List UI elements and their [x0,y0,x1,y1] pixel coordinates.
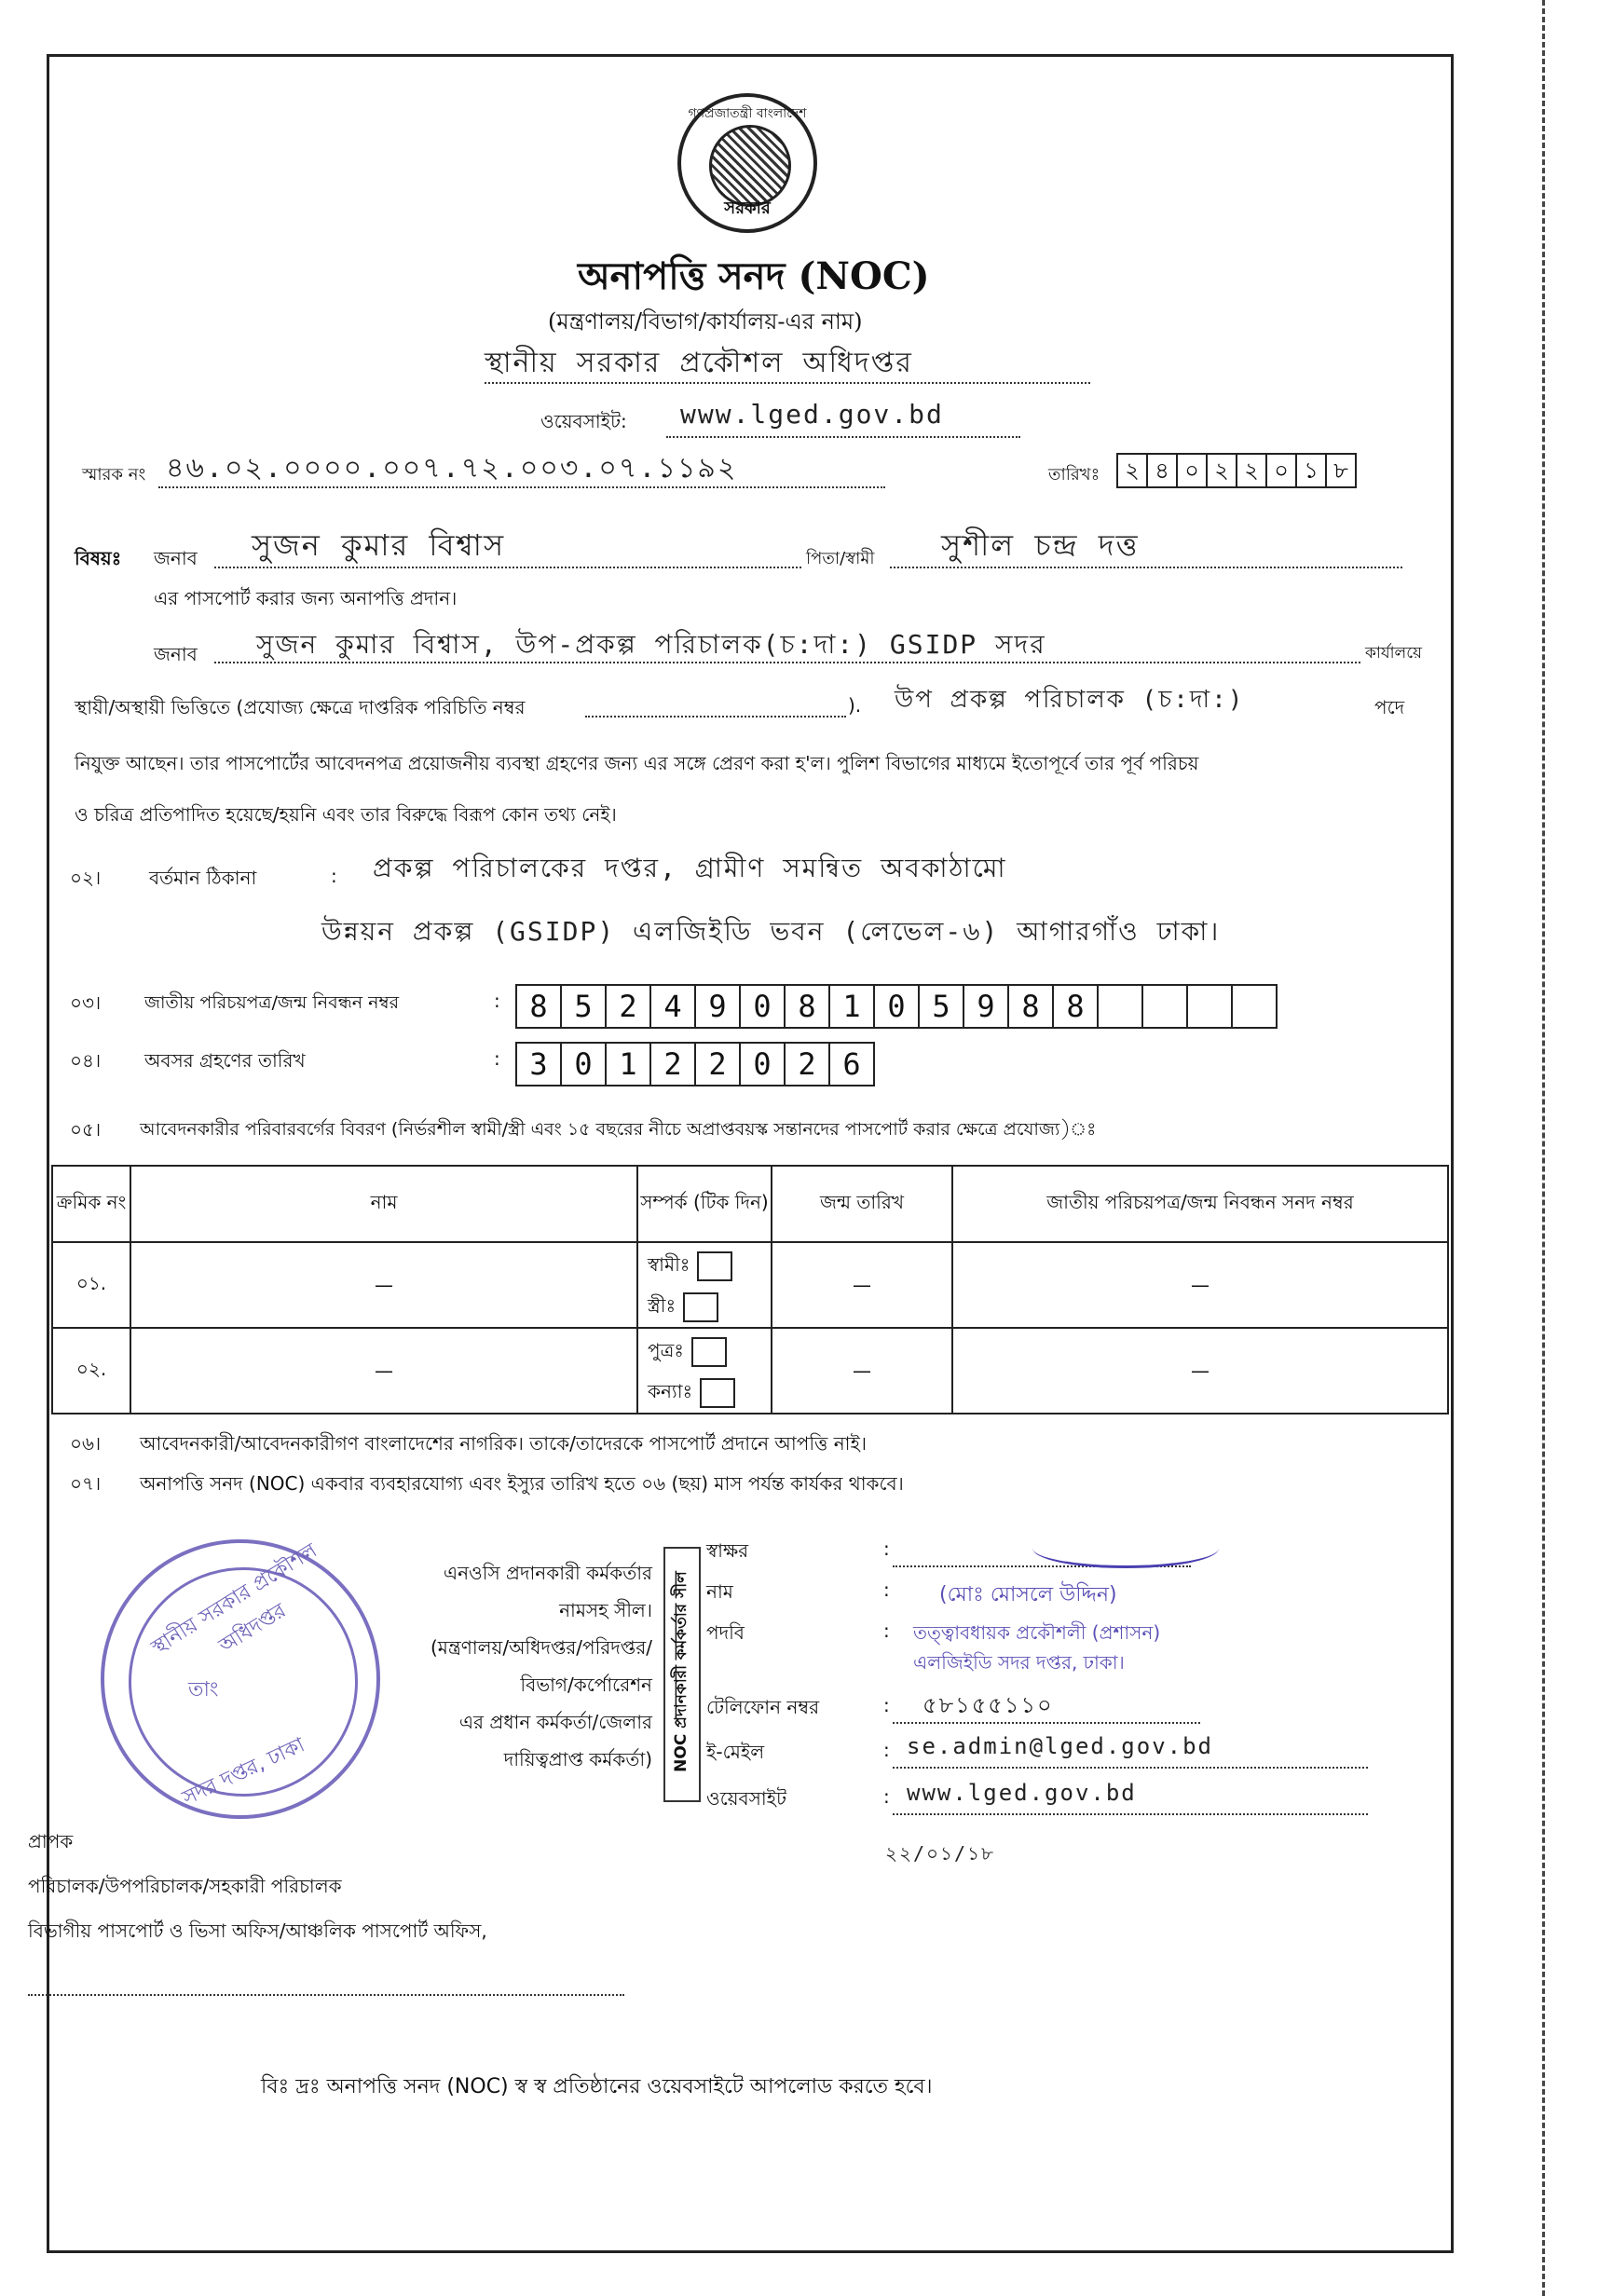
nid-digit-box [1141,984,1188,1029]
retirement-digit-box: 6 [828,1042,875,1086]
item-02-number: ০২। [70,867,102,889]
header-relation: সম্পর্ক (টিক দিন) [637,1166,772,1242]
mr-label-2: জনাব [154,643,198,665]
retirement-digit-box: 2 [784,1042,830,1086]
seal-arc-text: গণপ্রজাতন্ত্রী বাংলাদেশ [688,106,807,121]
stamp-bottom-text: সদর দপ্তর, ঢাকা [179,1733,308,1811]
row-dob: — [772,1328,952,1414]
website-field-label: ওয়েবসাইট [706,1787,786,1810]
address-line-1: প্রকল্প পরিচালকের দপ্তর, গ্রামীণ সমন্বিত অবকাঠামো [373,853,1007,883]
nid-digit-box [1186,984,1233,1029]
seal-label: সরকার [724,198,771,218]
issuer-line: এর প্রধান কর্মকর্তা/জেলার [458,1711,652,1733]
item-03-number: ০৩। [70,991,102,1014]
applicant-name: সুজন কুমার বিশ্বাস [252,527,506,563]
nid-digit-box: 4 [649,984,696,1029]
date-label: তারিখঃ [1048,465,1100,485]
telephone-value: ৫৮১৫৫১১০ [922,1692,1054,1718]
nid-digit-box: 8 [784,984,830,1029]
relation-husband-label: স্বামীঃ [648,1253,690,1276]
nid-digit-box: 5 [560,984,607,1029]
nid-digit-box: 1 [828,984,875,1029]
official-id-line [585,716,846,718]
colon: : [494,1047,500,1070]
daughter-checkbox[interactable] [700,1378,735,1408]
signature-label: স্বাক্ষর [706,1539,749,1562]
recipient-line-2: বিভাগীয় পাসপোর্ট ও ভিসা অফিস/আঞ্চলিক পাসপোর্ট অফিস, [28,1920,487,1942]
husband-checkbox[interactable] [697,1251,732,1281]
memo-line [158,486,885,488]
relation-son-label: পুত্রঃ [648,1339,684,1361]
website-row [706,1780,1480,1830]
name-label: নাম [706,1580,733,1603]
noc-officer-vertical-stamp [663,1547,701,1802]
recipient-line-3 [28,1994,624,1996]
government-seal [677,93,817,233]
office-round-stamp [101,1539,380,1819]
issuer-line: (মন্ত্রণালয়/অধিদপ্তর/পরিদপ্তর/ [430,1636,652,1659]
header-serial: ক্রমিক নং [52,1166,130,1242]
date-digit-box: ৪ [1146,453,1178,488]
nid-digit-box: 0 [739,984,786,1029]
telephone-line [893,1722,1200,1724]
page-edge [1542,0,1545,2296]
row-dob: — [772,1242,952,1328]
date-boxes [1118,453,1357,488]
permanent-text: স্থায়ী/অস্থায়ী ভিত্তিতে (প্রযোজ্য ক্ষেত্রে দাপ্তরিক পরিচিতি নম্বর [75,696,526,718]
memo-number: ৪৬.০২.০০০০.০০৭.৭২.০০৩.০৭.১১৯২ [166,452,738,485]
nid-digit-box: 9 [963,984,1009,1029]
header-name: নাম [130,1166,637,1242]
address-line-2: উন্নয়ন প্রকল্প (GSIDP) এলজিইডি ভবন (লেভেল-৬) আগারগাঁও ঢাকা। [321,916,1221,947]
telephone-label: টেলিফোন নম্বর [706,1696,820,1718]
date-digit-box: ৮ [1325,453,1357,488]
item-06-number: ০৬। [70,1432,102,1455]
office-name-line [485,382,1090,384]
colon: : [883,1739,890,1761]
designation-row [706,1620,1480,1649]
row-relation [637,1328,772,1414]
nid-digit-box: 5 [918,984,964,1029]
email-line [893,1767,1368,1769]
stamp-date-text: তাং [188,1678,219,1702]
initial-date-note: ২২/০১/১৮ [885,1842,996,1865]
item-04-number: ০৪। [70,1049,102,1072]
post-value: উপ প্রকল্প পরিচালক (চ:দা:) [895,686,1245,714]
colon: : [494,990,500,1012]
table-row [52,1242,1448,1328]
date-digit-box: ২ [1206,453,1237,488]
colon: : [883,1538,890,1560]
colon: : [883,1785,890,1808]
vertical-stamp-text: NOC প্রদানকারী কর্মকর্তার সীল [672,1571,690,1772]
nid-digit-box [1097,984,1143,1029]
nid-digit-box: 9 [694,984,741,1029]
item-05-number: ০৫। [70,1118,102,1141]
table-row [52,1328,1448,1414]
handwritten-signature [1032,1528,1219,1568]
website-line [666,436,1020,438]
designation-label: পদবি [706,1621,745,1644]
issuer-block [373,1554,652,1778]
mr-label: জনাব [154,547,198,569]
email-label: ই-মেইল [706,1741,765,1763]
header-nid: জাতীয় পরিচয়পত্র/জন্ম নিবন্ধন সনদ নম্বর [952,1166,1448,1242]
date-digit-box: ০ [1176,453,1208,488]
row-name: — [130,1242,637,1328]
nid-digit-box: 8 [515,984,562,1029]
colon: : [883,1578,890,1601]
nid-boxes [517,984,1278,1029]
office-row [706,1649,1480,1694]
website-field-value: www.lged.gov.bd [907,1780,1137,1806]
nid-digit-box: 8 [1007,984,1054,1029]
retirement-digit-box: 0 [560,1042,607,1086]
issuer-line: বিভাগ/কর্পোরেশন [520,1674,652,1696]
date-digit-box: ১ [1295,453,1327,488]
table-header-row [52,1166,1448,1242]
office-suffix: কার্যালয়ে [1365,644,1423,663]
colon: : [883,1694,890,1716]
item-07-text: অনাপত্তি সনদ (NOC) একবার ব্যবহারযোগ্য এবং ইস্যুর তারিখ হতে ০৬ (ছয়) মাস পর্যন্ত কার্যকর থাকবে। [140,1472,904,1495]
relation-daughter-label: কন্যাঃ [648,1380,693,1402]
para-line-3: নিযুক্ত আছেন। তার পাসপোর্টের আবেদনপত্র প্রয়োজনীয় ব্যবস্থা গ্রহণের জন্য এর সঙ্গে প্রেরণ করা হ'ল। পুলিশ বিভাগের মাধ্যমে ইতোপূর্বে তার পূর্ব পরিচয় [75,752,1199,774]
item-02-label: বর্তমান ঠিকানা [149,867,257,889]
retirement-digit-box: 0 [739,1042,786,1086]
father-label: পিতা/স্বামী [806,549,875,568]
row-name: — [130,1328,637,1414]
date-digit-box: ২ [1236,453,1267,488]
memo-label: স্মারক নং [82,465,146,485]
officer-designation: তত্ত্বাবধায়ক প্রকৌশলী (প্রশাসন) [913,1621,1161,1644]
recipient-line-1: পরিচালক/উপপরিচালক/সহকারী পরিচালক [28,1875,342,1897]
retirement-digit-box: 2 [649,1042,696,1086]
row-serial: ০২. [52,1328,130,1414]
row-serial: ০১. [52,1242,130,1328]
nid-digit-box: 2 [605,984,651,1029]
signature-row [706,1538,1480,1578]
issuer-line: এনওসি প্রদানকারী কর্মকর্তার [443,1562,652,1584]
email-value: se.admin@lged.gov.bd [907,1733,1213,1759]
email-row [706,1733,1480,1785]
son-checkbox[interactable] [691,1337,727,1367]
item-06-text: আবেদনকারী/আবেদনকারীগণ বাংলাদেশের নাগরিক। তাকে/তাদেরকে পাসপোর্ট প্রদানে আপত্তি নাই। [140,1432,868,1455]
nid-digit-box [1231,984,1278,1029]
footer-note: বিঃ দ্রঃ অনাপত্তি সনদ (NOC) স্ব স্ব প্রতিষ্ঠানের ওয়েবসাইটে আপলোড করতে হবে। [261,2075,933,2098]
family-table [51,1165,1449,1414]
row-relation [637,1242,772,1328]
relation-wife-label: স্ত্রীঃ [648,1294,676,1317]
page-subtitle: (মন্ত্রণালয়/বিভাগ/কার্যালয়-এর নাম) [548,308,863,335]
nid-digit-box: 0 [873,984,920,1029]
office-name: স্থানীয় সরকার প্রকৌশল অধিদপ্তর [485,347,913,379]
para-line-4: ও চরিত্র প্রতিপাদিত হয়েছে/হয়নি এবং তার বিরুদ্ধে বিরূপ কোন তথ্য নেই। [75,803,617,826]
website-field-line [893,1813,1368,1815]
officer-office: এলজিইডি সদর দপ্তর, ঢাকা। [913,1651,1125,1674]
page-title: অনাপত্তি সনদ (NOC) [578,254,930,298]
date-digit-box: ০ [1265,453,1297,488]
subject-label: বিষয়ঃ [75,547,122,569]
issuer-line: দায়িত্বপ্রাপ্ত কর্মকর্তা) [503,1748,652,1770]
item-03-label: জাতীয় পরিচয়পত্র/জন্ম নিবন্ধন নম্বর [144,992,400,1013]
post-suffix: পদে [1374,696,1405,718]
applicant-name-line [214,567,801,568]
retirement-digit-box: 1 [605,1042,651,1086]
header-dob: জন্ম তারিখ [772,1166,952,1242]
father-name-line [890,567,1402,568]
issuer-line: নামসহ সীল। [559,1599,652,1621]
stamp-top-text: স্থানীয় সরকার প্রকৌশল অধিদপ্তর [147,1538,321,1660]
recipient-label: প্রাপক [28,1830,74,1852]
name-row [706,1578,1480,1620]
signature-fields [706,1538,1480,1830]
retirement-date-boxes [517,1042,875,1086]
office-line [214,662,1360,663]
retirement-digit-box: 3 [515,1042,562,1086]
website-value: www.lged.gov.bd [680,399,944,430]
telephone-row [706,1694,1480,1739]
row-nid: — [952,1242,1448,1328]
website-label: ওয়েবসাইট: [540,410,627,432]
colon: : [883,1620,890,1642]
retirement-digit-box: 2 [694,1042,741,1086]
officer-name: (মোঃ মোসলে উদ্দিন) [939,1583,1117,1606]
row-nid: — [952,1328,1448,1414]
subject-line-2: এর পাসপোর্ট করার জন্য অনাপত্তি প্রদান। [154,587,458,609]
item-04-label: অবসর গ্রহণের তারিখ [144,1049,306,1072]
item-07-number: ০৭। [70,1472,102,1495]
father-name: সুশীল চন্দ্র দত্ত [941,527,1140,563]
applicant-office: সুজন কুমার বিশ্বাস, উপ-প্রকল্প পরিচালক(চ:দা:) GSIDP সদর [256,629,1046,660]
wife-checkbox[interactable] [683,1292,718,1322]
date-digit-box: ২ [1116,453,1148,488]
permanent-close: ). [848,694,862,717]
nid-digit-box: 8 [1052,984,1099,1029]
colon: : [331,865,337,887]
item-05-label: আবেদনকারীর পরিবারবর্গের বিবরণ (নির্ভরশীল স্বামী/স্ত্রী এবং ১৫ বছরের নীচে অপ্রাপ্তবয়স্ক সন্তানদের পাসপোর্ট করার ক্ষেত্রে প্রযোজ্য)ঃ [140,1119,1097,1140]
